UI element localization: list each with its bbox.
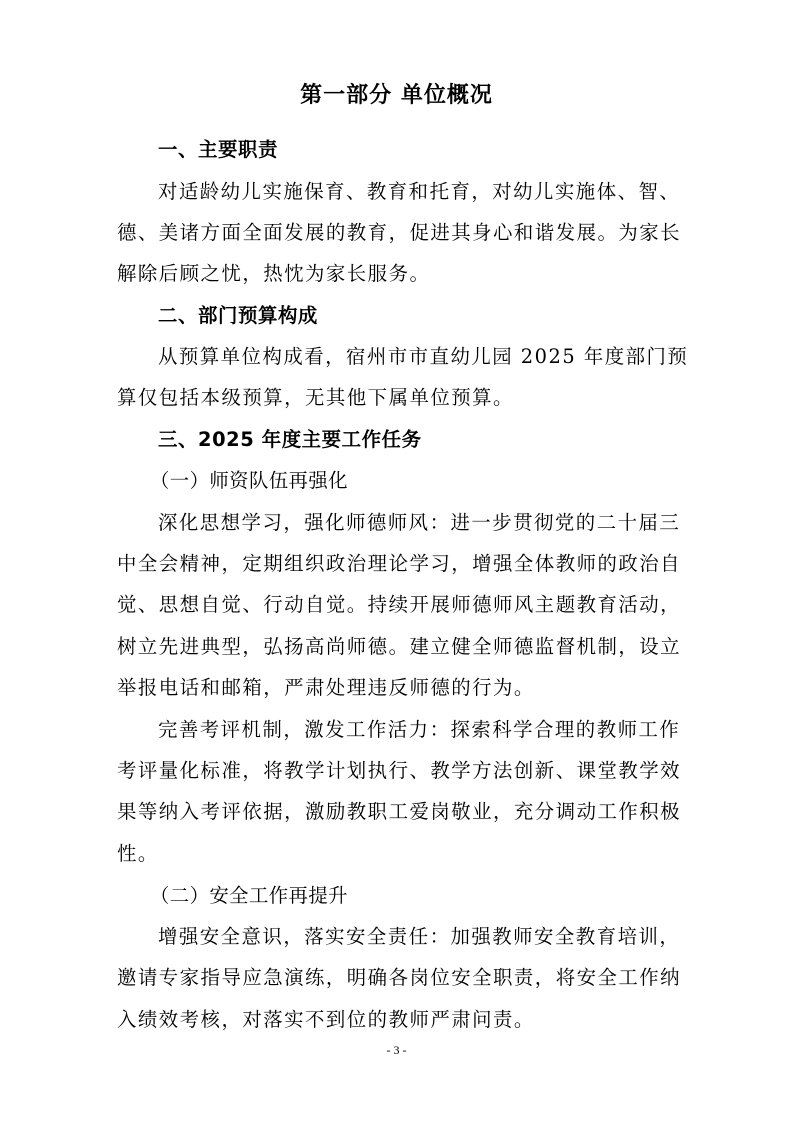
paragraph-line: 中全会精神，定期组织政治理论学习，增强全体教师的政治自 (117, 552, 682, 575)
paragraph-line: 算仅包括本级预算，无其他下属单位预算。 (117, 386, 514, 409)
page-title: 第一部分 单位概况 (300, 83, 493, 108)
paragraph-line: 邀请专家指导应急演练，明确各岗位安全职责，将安全工作纳 (117, 966, 682, 989)
section-heading-duties: 一、主要职责 (158, 138, 278, 161)
paragraph-line: 从预算单位构成看，宿州市市直幼儿园 2025 年度部门预 (158, 345, 689, 368)
subsection-heading-safety: （二）安全工作再提升 (150, 884, 348, 907)
paragraph-line: 完善考评机制，激发工作活力：探索科学合理的教师工作 (158, 718, 681, 741)
subsection-heading-teaching-staff: （一）师资队伍再强化 (150, 469, 348, 492)
paragraph-line: 德、美诸方面全面发展的教育，促进其身心和谐发展。为家长 (117, 221, 682, 244)
paragraph-line: 入绩效考核，对落实不到位的教师严肃问责。 (117, 1008, 535, 1031)
paragraph-line: 深化思想学习，强化师德师风：进一步贯彻党的二十届三 (158, 511, 681, 534)
section-heading-main-tasks: 三、2025 年度主要工作任务 (158, 428, 422, 451)
paragraph-line: 果等纳入考评依据，激励教职工爱岗敬业，充分调动工作积极 (117, 800, 682, 823)
section-heading-budget-composition: 二、部门预算构成 (158, 304, 318, 327)
paragraph-line: 举报电话和邮箱，严肃处理违反师德的行为。 (117, 676, 535, 699)
paragraph-line: 考评量化标准，将教学计划执行、教学方法创新、课堂教学效 (117, 759, 682, 782)
paragraph-line: 性。 (117, 842, 159, 865)
paragraph-line: 觉、思想自觉、行动自觉。持续开展师德师风主题教育活动， (117, 593, 682, 616)
paragraph-line: 对适龄幼儿实施保育、教育和托育，对幼儿实施体、智、 (158, 180, 681, 203)
paragraph-line: 解除后顾之忧，热忱为家长服务。 (117, 262, 431, 285)
paragraph-line: 增强安全意识，落实安全责任：加强教师安全教育培训， (158, 925, 681, 948)
paragraph-line: 树立先进典型，弘扬高尚师德。建立健全师德监督机制，设立 (117, 635, 682, 658)
page-number: - 3 - (386, 1043, 407, 1057)
